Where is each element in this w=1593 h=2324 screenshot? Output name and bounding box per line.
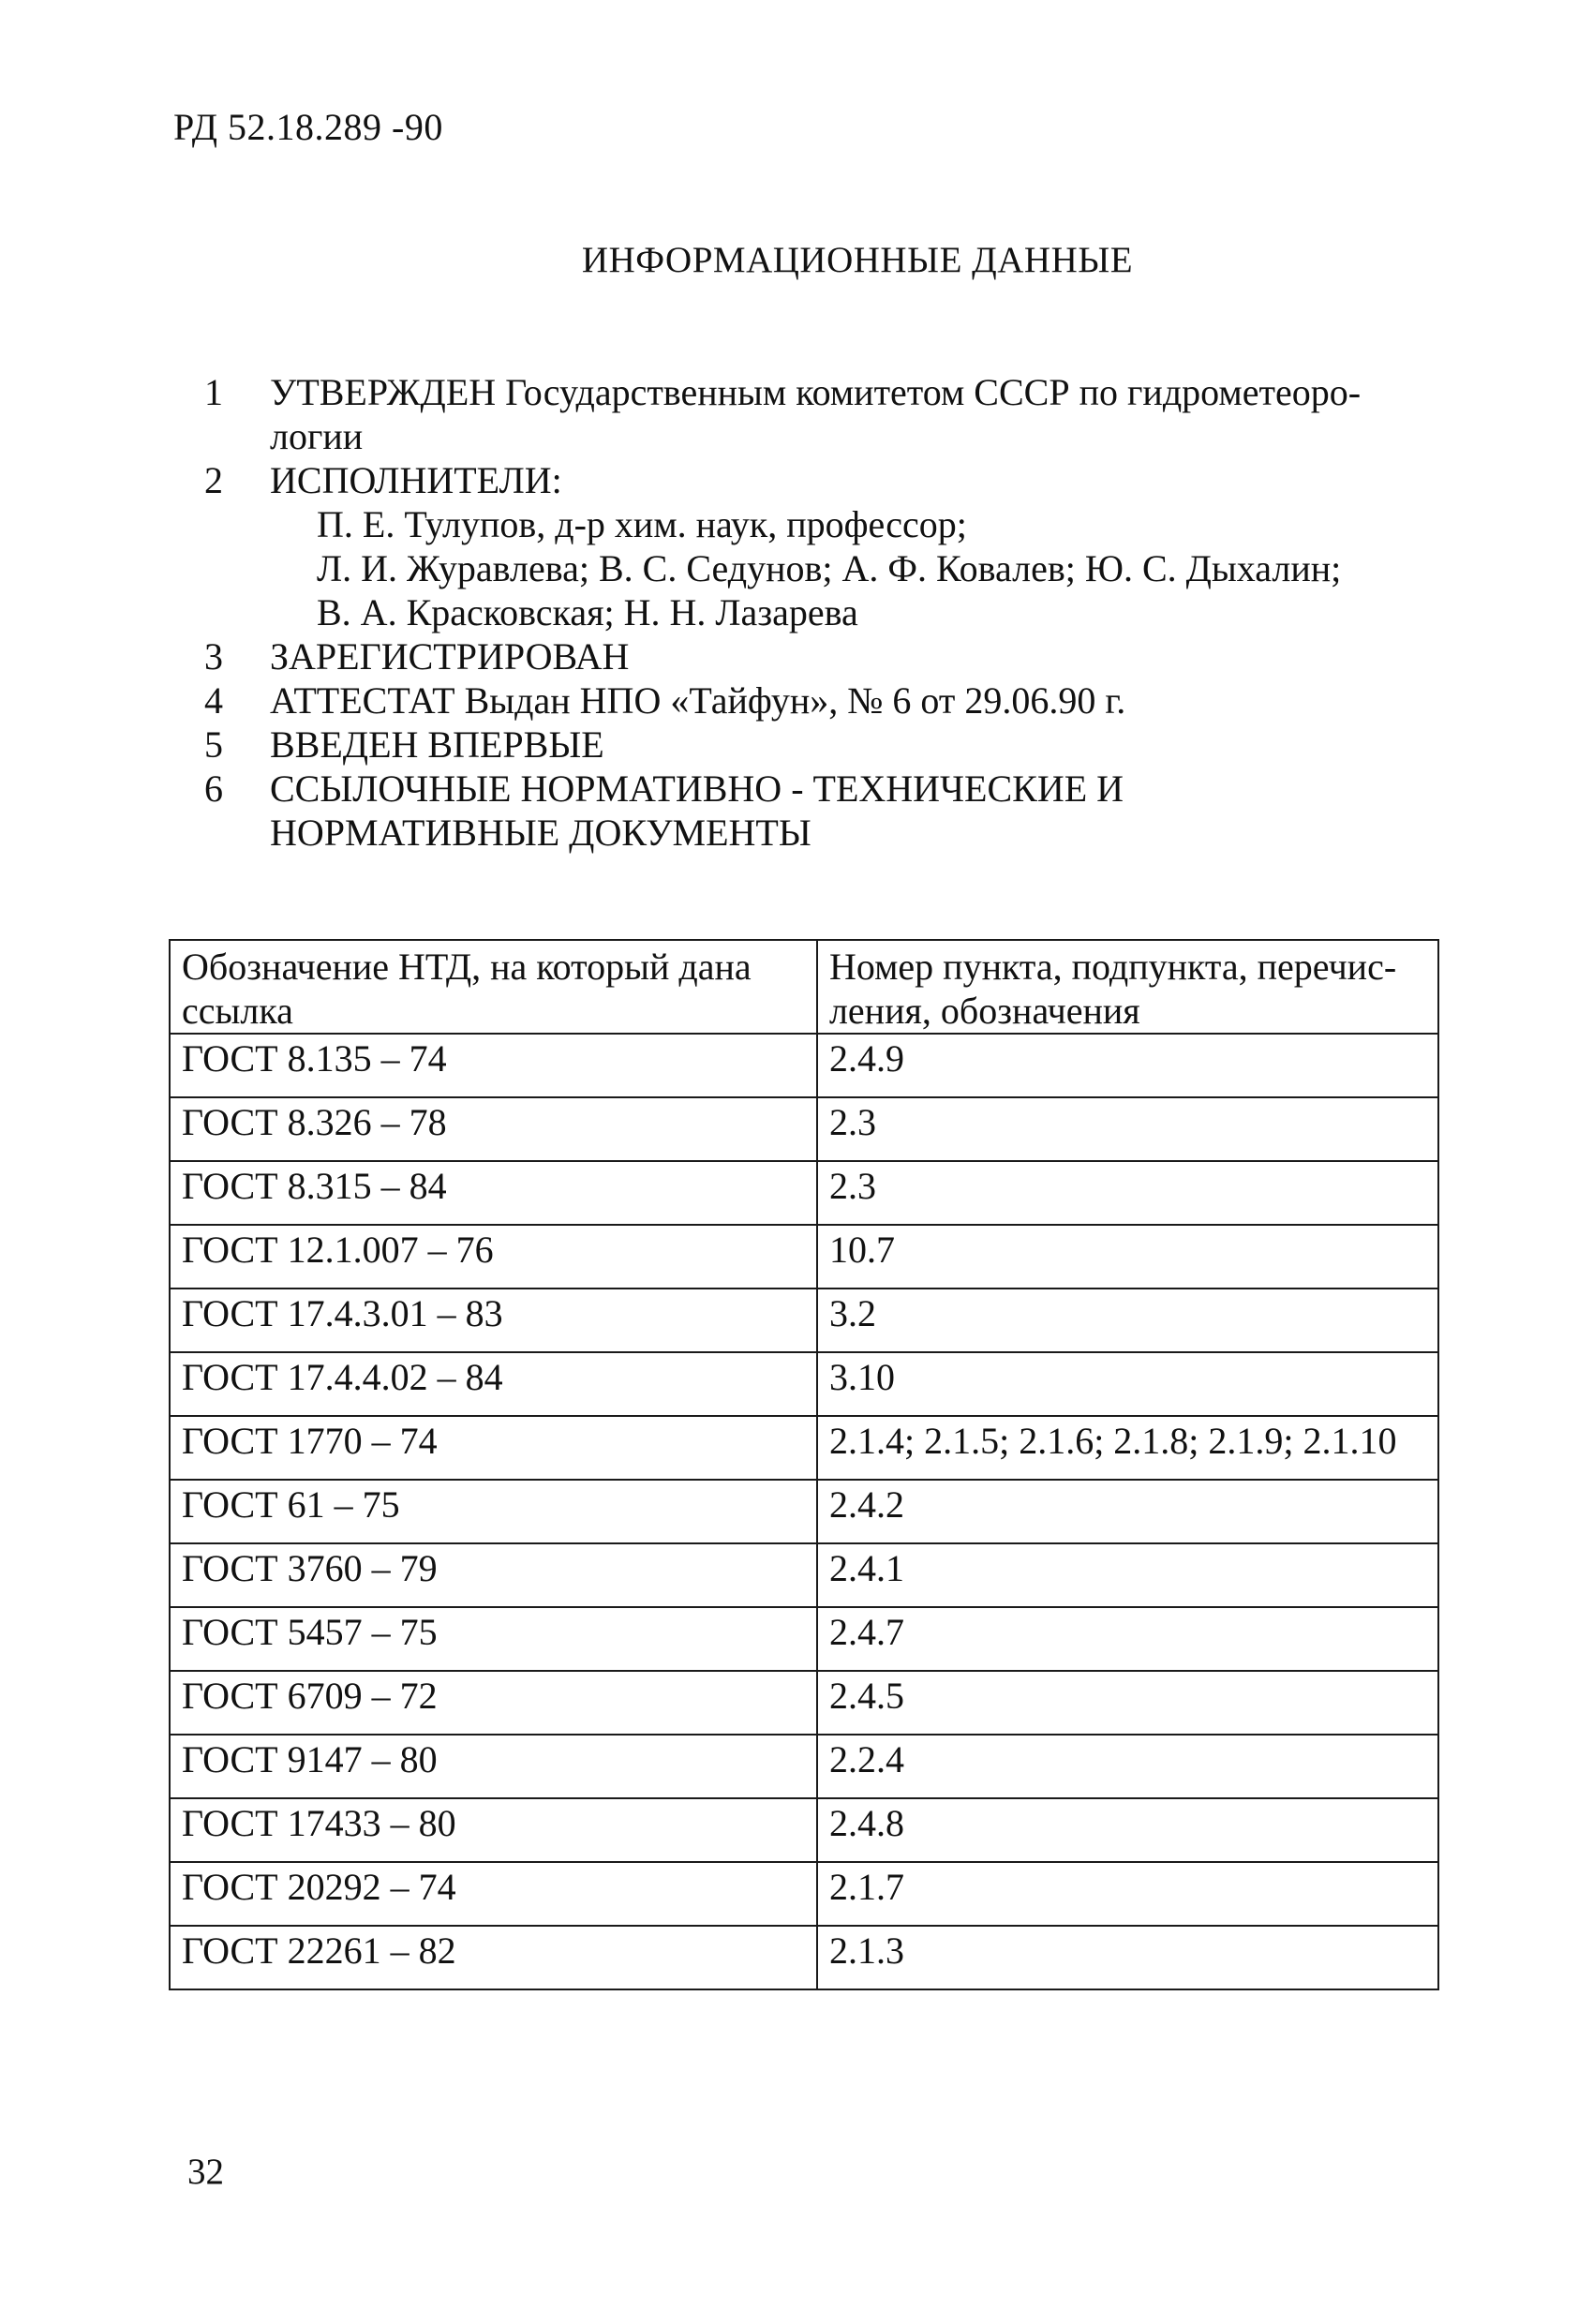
header-cell-document bbox=[170, 940, 817, 1034]
item-label: ИСПОЛНИТЕЛИ: bbox=[270, 459, 562, 501]
page-number: 32 bbox=[187, 2152, 224, 2192]
cell-clause: 2.4.5 bbox=[817, 1671, 1438, 1735]
table-row bbox=[170, 1543, 1438, 1607]
cell-clause: 2.1.7 bbox=[817, 1862, 1438, 1926]
info-list bbox=[187, 370, 1424, 855]
document-code: РД 52.18.289 -90 bbox=[173, 106, 443, 148]
cell-clause: 2.4.1 bbox=[817, 1543, 1438, 1607]
header-text-line: Обозначение НТД, на который дана bbox=[182, 946, 752, 988]
cell-clause: 2.3 bbox=[817, 1097, 1438, 1161]
cell-document: ГОСТ 22261 – 82 bbox=[170, 1926, 817, 1989]
item-number: 6 bbox=[204, 767, 223, 810]
info-item-references bbox=[187, 767, 1424, 855]
table-row bbox=[170, 1161, 1438, 1225]
cell-clause: 2.4.8 bbox=[817, 1798, 1438, 1862]
item-number: 4 bbox=[204, 679, 223, 722]
cell-document: ГОСТ 3760 – 79 bbox=[170, 1543, 817, 1607]
executors-line: П. Е. Тулупов, д-р хим. наук, профессор; bbox=[317, 503, 967, 545]
item-text-line: АТТЕСТАТ Выдан НПО «Тайфун», № 6 от 29.06.90 г. bbox=[270, 679, 1126, 722]
table-row bbox=[170, 1798, 1438, 1862]
table-row bbox=[170, 1607, 1438, 1671]
cell-document: ГОСТ 61 – 75 bbox=[170, 1480, 817, 1543]
cell-document: ГОСТ 17.4.4.02 – 84 bbox=[170, 1352, 817, 1416]
item-text-line: УТВЕРЖДЕН Государственным комитетом СССР по гидрометеоро- bbox=[270, 371, 1362, 413]
info-item-approved bbox=[187, 370, 1424, 458]
info-item-executors bbox=[187, 458, 1424, 634]
info-item-introduced bbox=[187, 723, 1424, 767]
cell-clause: 2.1.4; 2.1.5; 2.1.6; 2.1.8; 2.1.9; 2.1.10 bbox=[817, 1416, 1438, 1480]
cell-document: ГОСТ 5457 – 75 bbox=[170, 1607, 817, 1671]
item-text-line: НОРМАТИВНЫЕ ДОКУМЕНТЫ bbox=[270, 812, 811, 854]
cell-clause: 2.3 bbox=[817, 1161, 1438, 1225]
header-cell-clause bbox=[817, 940, 1438, 1034]
cell-clause: 2.1.3 bbox=[817, 1926, 1438, 1989]
cell-clause: 2.4.2 bbox=[817, 1480, 1438, 1543]
item-number: 1 bbox=[204, 371, 223, 413]
executors-line: В. А. Красковская; Н. Н. Лазарева bbox=[317, 591, 858, 633]
references-table-body bbox=[170, 940, 1438, 1989]
cell-clause: 3.2 bbox=[817, 1289, 1438, 1352]
cell-clause: 10.7 bbox=[817, 1225, 1438, 1289]
item-number: 5 bbox=[204, 723, 223, 766]
cell-clause: 2.2.4 bbox=[817, 1735, 1438, 1798]
header-text-line: Номер пункта, подпункта, перечис- bbox=[828, 946, 1397, 988]
info-item-registered bbox=[187, 634, 1424, 678]
cell-document: ГОСТ 8.315 – 84 bbox=[170, 1161, 817, 1225]
cell-document: ГОСТ 17433 – 80 bbox=[170, 1798, 817, 1862]
cell-document: ГОСТ 20292 – 74 bbox=[170, 1862, 817, 1926]
page-title: ИНФОРМАЦИОННЫЕ ДАННЫЕ bbox=[581, 240, 1134, 280]
item-text-line: ЗАРЕГИСТРИРОВАН bbox=[270, 635, 630, 678]
table-row bbox=[170, 1352, 1438, 1416]
cell-document: ГОСТ 12.1.007 – 76 bbox=[170, 1225, 817, 1289]
header-text-line: ссылка bbox=[182, 990, 293, 1032]
table-row bbox=[170, 1289, 1438, 1352]
table-row bbox=[170, 1926, 1438, 1989]
cell-clause: 3.10 bbox=[817, 1352, 1438, 1416]
cell-document: ГОСТ 6709 – 72 bbox=[170, 1671, 817, 1735]
item-text-line: ССЫЛОЧНЫЕ НОРМАТИВНО - ТЕХНИЧЕСКИЕ И bbox=[270, 767, 1124, 810]
table-header-row bbox=[170, 940, 1438, 1034]
cell-document: ГОСТ 1770 – 74 bbox=[170, 1416, 817, 1480]
references-table bbox=[169, 939, 1439, 1990]
table-row bbox=[170, 1097, 1438, 1161]
table-row bbox=[170, 1735, 1438, 1798]
cell-document: ГОСТ 9147 – 80 bbox=[170, 1735, 817, 1798]
item-text-line: ВВЕДЕН ВПЕРВЫЕ bbox=[270, 723, 604, 766]
table-row bbox=[170, 1480, 1438, 1543]
cell-clause: 2.4.7 bbox=[817, 1607, 1438, 1671]
table-row bbox=[170, 1034, 1438, 1097]
table-row bbox=[170, 1225, 1438, 1289]
header-text-line: ления, обозначения bbox=[828, 990, 1140, 1032]
executors-line: Л. И. Журавлева; В. С. Седунов; А. Ф. Ковалев; Ю. С. Дыхалин; bbox=[317, 547, 1342, 589]
item-text-line: логии bbox=[270, 415, 364, 457]
item-number: 2 bbox=[204, 459, 223, 501]
info-item-certificate bbox=[187, 678, 1424, 723]
table-row bbox=[170, 1671, 1438, 1735]
cell-clause: 2.4.9 bbox=[817, 1034, 1438, 1097]
cell-document: ГОСТ 8.135 – 74 bbox=[170, 1034, 817, 1097]
item-number: 3 bbox=[204, 635, 223, 678]
table-row bbox=[170, 1862, 1438, 1926]
table-row bbox=[170, 1416, 1438, 1480]
cell-document: ГОСТ 8.326 – 78 bbox=[170, 1097, 817, 1161]
cell-document: ГОСТ 17.4.3.01 – 83 bbox=[170, 1289, 817, 1352]
